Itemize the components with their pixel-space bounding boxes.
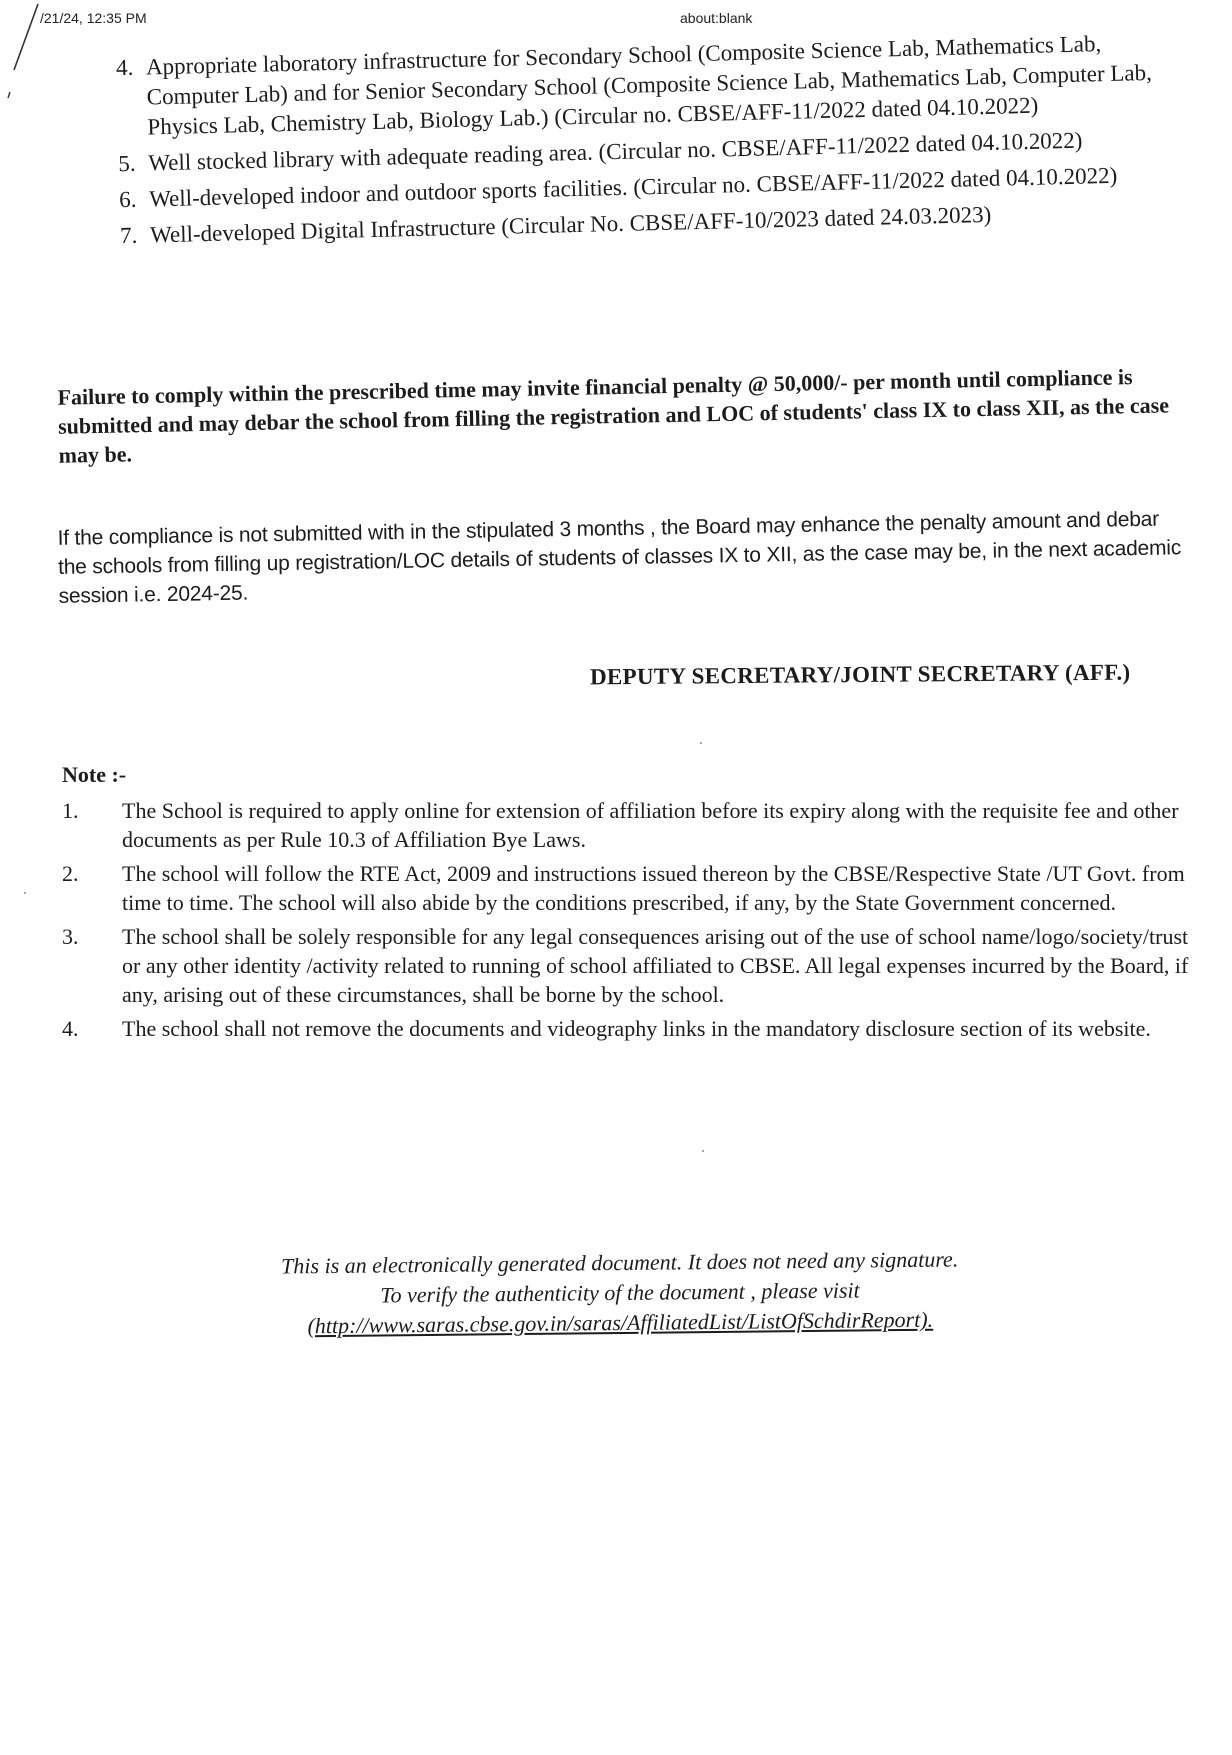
scan-speck xyxy=(24,892,26,894)
note-number: 4. xyxy=(62,1016,79,1041)
scan-speck xyxy=(702,1150,704,1152)
verification-link[interactable]: (http://www.saras.cbse.gov.in/saras/AffiliatedList/ListOfSchdirReport). xyxy=(307,1306,934,1339)
footer-line-2: To verify the authenticity of the document , please visit xyxy=(380,1277,860,1308)
list-item-text: Well-developed Digital Infrastructure (Circular No. CBSE/AFF-10/2023 dated 24.03.2023) xyxy=(149,201,992,248)
list-item-text: Well-developed indoor and outdoor sports facilities. (Circular no. CBSE/AFF-11/2022 dated 04.10.2022) xyxy=(148,162,1118,212)
note-heading: Note :- xyxy=(62,762,127,787)
list-item-text: Appropriate laboratory infrastructure for Secondary School (Composite Science Lab, Mathematics Lab, Computer Lab) and for Senior Secondary School (Composite Science Lab, Mathematics Lab, Computer Lab, Physics Lab, Chemistry Lab, Biology Lab.) (Circular no. CBSE/AFF-11/2022 dated 04.10.2022) xyxy=(145,31,1153,140)
note-item xyxy=(62,859,1202,917)
list-item xyxy=(116,27,1198,143)
note-number: 2. xyxy=(62,861,79,886)
note-number: 1. xyxy=(62,798,79,823)
list-item-number: 5. xyxy=(118,150,136,177)
list-item-number: 7. xyxy=(119,222,138,249)
requirements-list xyxy=(116,27,1201,257)
signatory-title: DEPUTY SECRETARY/JOINT SECRETARY (AFF.) xyxy=(589,659,1131,690)
note-item xyxy=(62,922,1202,1009)
browser-print-header xyxy=(40,10,1192,32)
note-item xyxy=(62,1014,1202,1043)
note-text: The school shall be solely responsible for any legal consequences arising out of the use of school name/logo/society/trust or any other identity /activity related to running of school affiliated to CBSE. All legal expenses incurred by the Board, if any, arising out of these circumstances, shall be borne by the school. xyxy=(122,924,1189,1007)
electronic-document-footer xyxy=(200,1244,1041,1343)
list-item-text: Well stocked library with adequate reading area. (Circular no. CBSE/AFF-11/2022 dated 04.10.2022) xyxy=(148,127,1083,176)
compliance-notice: If the compliance is not submitted with in the stipulated 3 months , the Board may enhance the penalty amount and debar the schools from filling up registration/LOC details of students of classes IX to XII, as the case may be, in the next academic session i.e. 2024-25. xyxy=(57,507,1182,608)
footer-line-1: This is an electronically generated document. It does not need any signature. xyxy=(280,1246,959,1279)
note-text: The school shall not remove the documents and videography links in the mandatory disclosure section of its website. xyxy=(122,1016,1151,1041)
scan-speck xyxy=(700,742,702,744)
note-text: The School is required to apply online for extension of affiliation before its expiry along with the requisite fee and other documents as per Rule 10.3 of Affiliation Bye Laws. xyxy=(122,798,1179,852)
list-item-number: 6. xyxy=(118,186,137,213)
print-url: about:blank xyxy=(680,10,753,26)
note-text: The school will follow the RTE Act, 2009 and instructions issued thereon by the CBSE/Respective State /UT Govt. from time to time. The school will also abide by the conditions prescribed, if any, by the State Government concerned. xyxy=(122,861,1185,915)
note-item xyxy=(62,796,1202,854)
pen-stroke-mark xyxy=(4,0,44,100)
list-item-number: 4. xyxy=(115,54,134,81)
penalty-notice: Failure to comply within the prescribed time may invite financial penalty @ 50,000/- per month until compliance is submitted and may debar the school from filling the registration and LOC of students' class IX to class XII, as the case may be. xyxy=(57,364,1170,468)
notes-list xyxy=(62,796,1202,1048)
print-date-time: /21/24, 12:35 PM xyxy=(40,10,147,26)
note-number: 3. xyxy=(62,924,79,949)
